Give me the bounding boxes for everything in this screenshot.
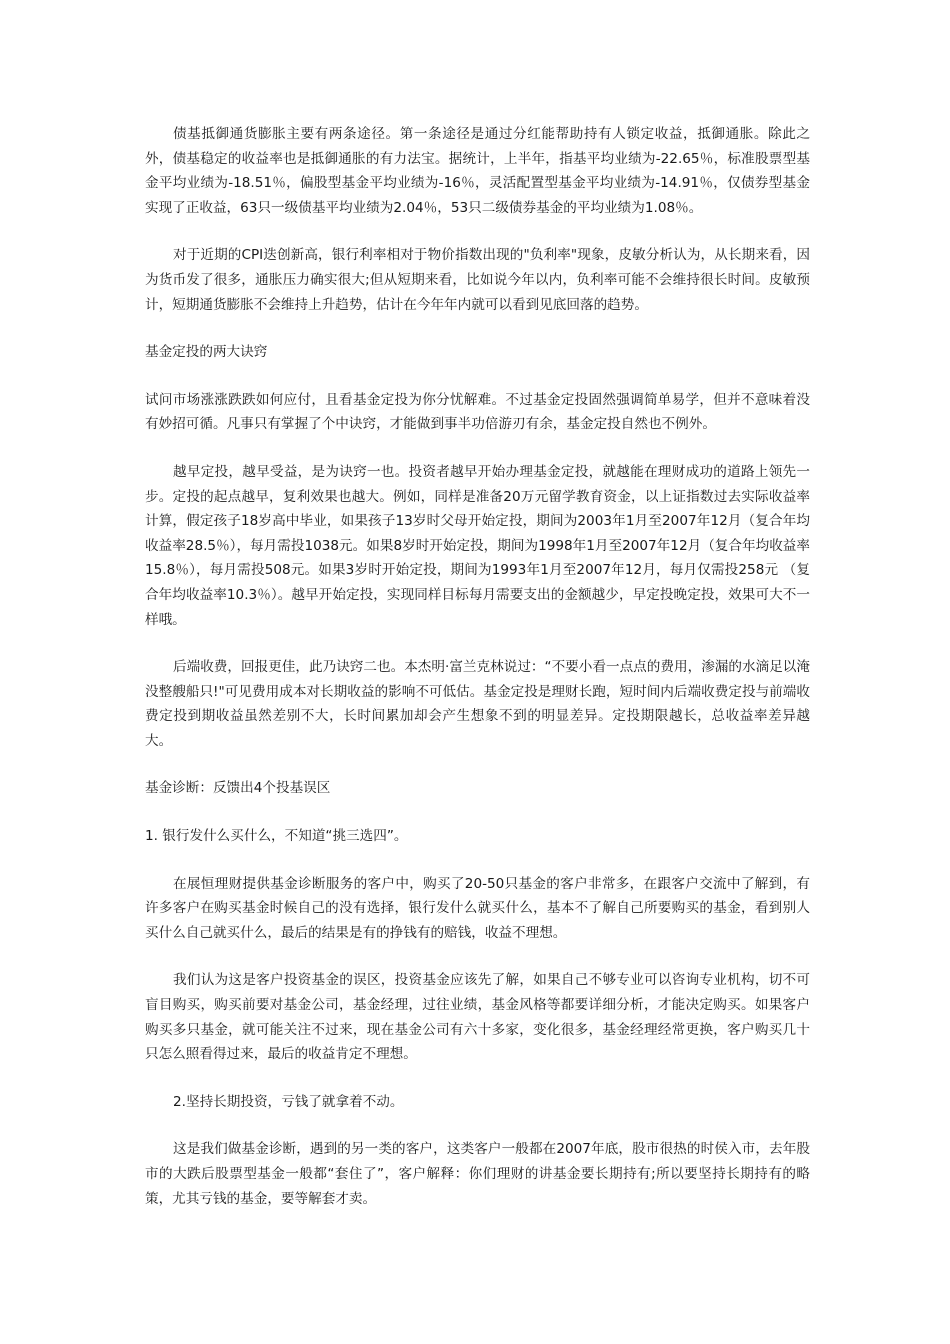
paragraph-tip-two-back-end-fee: 后端收费，回报更佳，此乃诀窍二也。本杰明·富兰克林说过：“不要小看一点点的费用，渗漏的水滴足以淹没整艘船只!"可见费用成本对长期收益的影响不可低估。基金定投是理财长跑，短时间内后端收费定投与前端收费定投到期收益虽然差别不大，长时间累加却会产生想象不到的明显差异。定投期限越长，总收益率差异越大。 [145, 659, 810, 749]
section-heading-fixed-investment-tips: 基金定投的两大诀窍 [145, 344, 268, 361]
section-heading-fund-diagnosis: 基金诊断：反馈出4个投基误区 [145, 780, 331, 797]
paragraph-mistake-one-advice: 我们认为这是客户投资基金的误区，投资基金应该先了解，如果自己不够专业可以咨询专业机构，切不可盲目购买，购买前要对基金公司，基金经理，过往业绩，基金风格等都要详细分析，才能决定购买。如果客户购买多只基金，就可能关注不过来，现在基金公司有六十多家，变化很多，基金经理经常更换，客户购买几十只怎么照看得过来，最后的收益肯定不理想。 [145, 972, 810, 1063]
paragraph-tip-one-start-early: 越早定投，越早受益，是为诀窍一也。投资者越早开始办理基金定投，就越能在理财成功的道路上领先一步。定投的起点越早，复利效果也越大。例如，同样是准备20万元留学教育资金，以上证指数过去实际收益率计算，假定孩子18岁高中毕业，如果孩子13岁时父母开始定投，期间为2003年1月至2007年12月（复合年均收益率28.5％），每月需投1038元。如果8岁时开始定投，期间为1998年1月至2007年12月（复合年均收益率15.8％），每月需投508元。如果3岁时开始定投，期间为1993年1月至2007年12月，每月仅需投258元 （复合年均收益率10.3％）。越早开始定投，实现同样目标每月需要支出的金额越少，早定投晚定投，效果可大不一样哦。 [145, 463, 810, 628]
paragraph-cpi-negative-rate: 对于近期的CPI迭创新高，银行利率相对于物价指数出现的"负利率"现象，皮敏分析认为，从长期来看，因为货币发了很多，通胀压力确实很大;但从短期来看，比如说今年以内，负利率可能不会维持很长时间。皮敏预计，短期通货膨胀不会维持上升趋势，估计在今年年内就可以看到见底回落的趋势。 [145, 247, 810, 313]
paragraph-bond-fund-inflation: 债基抵御通货膨胀主要有两条途径。第一条途径是通过分红能帮助持有人锁定收益，抵御通胀。除此之外，债基稳定的收益率也是抵御通胀的有力法宝。据统计，上半年，指基平均业绩为-22.65％，标准股票型基金平均业绩为-18.51％，偏股型基金平均业绩为-16％，灵活配置型基金平均业绩为-14.91％，仅债券型基金实现了正收益，63只一级债基平均业绩为2.04％，53只二级债券基金的平均业绩为1.08％。 [145, 126, 810, 216]
subheading-mistake-two: 2.坚持长期投资，亏钱了就拿着不动。 [173, 1093, 404, 1110]
paragraph-mistake-one-detail: 在展恒理财提供基金诊断服务的客户中，购买了20-50只基金的客户非常多，在跟客户交流中了解到，有许多客户在购买基金时候自己的没有选择，银行发什么就买什么，基本不了解自己所要购买的基金，看到别人买什么自己就买什么，最后的结果是有的挣钱有的赔钱，收益不理想。 [145, 875, 810, 941]
document-body [145, 122, 810, 1211]
paragraph-mistake-two-detail: 这是我们做基金诊断，遇到的另一类的客户，这类客户一般都在2007年底，股市很热的时侯入市，去年股市的大跌后股票型基金一般都“套住了”，客户解释：你们理财的讲基金要长期持有;所以要坚持长期持有的略策，尤其亏钱的基金，要等解套才卖。 [145, 1141, 810, 1207]
subheading-mistake-one: 1. 银行发什么买什么，不知道“挑三选四”。 [145, 828, 408, 845]
paragraph-fixed-investment-intro: 试问市场涨涨跌跌如何应付，且看基金定投为你分忧解难。不过基金定投固然强调简单易学，但并不意味着没有妙招可循。凡事只有掌握了个中诀窍，才能做到事半功倍游刃有余，基金定投自然也不例外。 [145, 391, 810, 433]
